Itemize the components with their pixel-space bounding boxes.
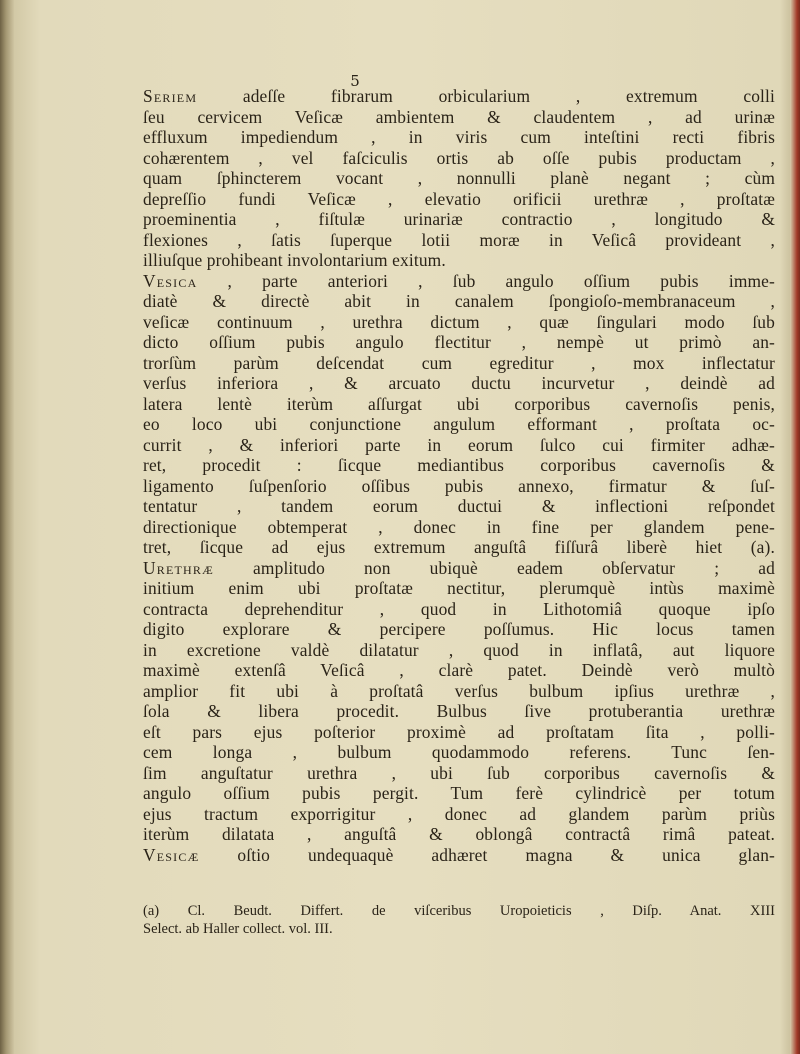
- footnote-block: [143, 902, 775, 938]
- text-line: [143, 332, 775, 353]
- line-text: flexiones , ſatis ſuperque lotii moræ in Veſicâ provideant ,: [143, 229, 775, 250]
- line-text: oſtio undequaquè adhæret magna & unica glan-: [199, 844, 775, 865]
- text-line: [143, 455, 775, 476]
- line-text: angulo oſſium pubis pergit. Tum ferè cylindricè per totum: [143, 783, 775, 803]
- line-text: contracta deprehenditur , quod in Lithotomiâ quoque ipſo: [143, 598, 775, 619]
- line-text: ſola & libera procedit. Bulbus ſive protuberantia urethræ: [143, 701, 775, 721]
- text-line: [143, 168, 775, 189]
- text-line: [143, 517, 775, 538]
- text-line: [143, 107, 775, 128]
- text-line: [143, 476, 775, 497]
- text-line: [143, 681, 775, 702]
- text-line: [143, 578, 775, 599]
- text-line: [143, 722, 775, 743]
- text-line: [143, 701, 775, 722]
- footnote-line: Select. ab Haller collect. vol. III.: [143, 921, 333, 937]
- line-text: ret, procedit : ſicque mediantibus corporibus cavernoſis &: [143, 455, 775, 475]
- line-text: ligamento ſuſpenſorio oſſibus pubis annexo, firmatur & ſuſ-: [143, 475, 775, 496]
- paragraph-lead-word: Urethræ: [143, 557, 214, 578]
- line-text: directionique obtemperat , donec in fine per glandem pene-: [143, 516, 775, 537]
- book-spine-shadow: [0, 0, 14, 1054]
- line-text: maximè extenſâ Veſicâ , clarè patet. Deindè verò multò: [143, 660, 775, 680]
- text-line: [143, 619, 775, 640]
- text-line: [143, 537, 775, 558]
- page-number: 5: [350, 72, 360, 90]
- line-text: tret, ſicque ad ejus extremum anguſtâ fiſſurâ liberè hiet (a).: [143, 537, 775, 557]
- text-line: [143, 86, 775, 107]
- text-line: [143, 414, 775, 435]
- line-text: cohærentem , vel faſciculis ortis ab oſſe pubis productam ,: [143, 147, 775, 168]
- text-line: [143, 824, 775, 845]
- line-text: proeminentia , fiſtulæ urinariæ contractio , longitudo &: [143, 209, 775, 229]
- line-text: eſt pars ejus poſterior proximè ad proſtatam ſita , polli-: [143, 721, 775, 742]
- line-text: digito explorare & percipere poſſumus. Hic locus tamen: [143, 619, 775, 639]
- line-text: ſim anguſtatur urethra , ubi ſub corporibus cavernoſis &: [143, 762, 775, 783]
- line-text: eo loco ubi conjunctione angulum efformant , proſtata oc-: [143, 414, 775, 434]
- line-text: depreſſio fundi Veſicæ , elevatio orificii urethræ , proſtatæ: [143, 188, 775, 209]
- text-line: [143, 312, 775, 333]
- text-line: [143, 127, 775, 148]
- line-text: adeſſe fibrarum orbicularium , extremum colli: [197, 86, 775, 106]
- text-line: [143, 804, 775, 825]
- paragraph-lead-word: Seriem: [143, 86, 198, 106]
- text-line: [143, 435, 775, 456]
- text-line: [143, 209, 775, 230]
- text-line: [143, 742, 775, 763]
- page-edge-binding: [790, 0, 800, 1054]
- text-line: [143, 271, 775, 292]
- footnote-line: (a) Cl. Beudt. Differt. de viſceribus Uropoieticis , Diſp. Anat. XIII: [143, 903, 775, 919]
- body-text: [143, 86, 775, 865]
- line-text: in excretione valdè dilatatur , quod in inflatâ, aut liquore: [143, 639, 775, 660]
- line-text: iterùm dilatata , anguſtâ & oblongâ contractâ rimâ pateat.: [143, 824, 775, 844]
- text-line: [143, 558, 775, 579]
- line-text: veſicæ continuum , urethra dictum , quæ ſingulari modo ſub: [143, 311, 775, 332]
- text-line: [143, 291, 775, 312]
- line-text: currit , & inferiori parte in eorum ſulco cui firmiter adhæ-: [143, 434, 775, 455]
- line-text: trorſùm parùm deſcendat cum egreditur , mox inflectatur: [143, 352, 775, 373]
- text-line: [143, 189, 775, 210]
- line-text: latera lentè iterùm aſſurgat ubi corporibus cavernoſis penis,: [143, 393, 775, 414]
- line-text: cem longa , bulbum quodammodo referens. Tunc ſen-: [143, 742, 775, 762]
- line-text: amplior fit ubi à proſtatâ verſus bulbum ipſius urethræ ,: [143, 680, 775, 701]
- line-text: amplitudo non ubiquè eadem obſervatur ; ad: [213, 557, 775, 578]
- text-line: [143, 148, 775, 169]
- paragraph-lead-word: Vesicæ: [143, 844, 200, 865]
- text-line: [143, 660, 775, 681]
- line-text: ſeu cervicem Veſicæ ambientem & claudentem , ad urinæ: [143, 106, 775, 127]
- line-text: dicto oſſium pubis angulo flectitur , nempè ut primò an-: [143, 332, 775, 352]
- text-line: [143, 763, 775, 784]
- text-line: [143, 230, 775, 251]
- line-text: ejus tractum exporrigitur , donec ad glandem parùm priùs: [143, 803, 775, 824]
- text-line: [143, 496, 775, 517]
- text-line: [143, 845, 775, 866]
- text-line: [143, 599, 775, 620]
- text-line: [143, 373, 775, 394]
- paragraph-lead-word: Vesica: [143, 270, 198, 291]
- line-text: , parte anteriori , ſub angulo oſſium pubis imme-: [197, 270, 775, 291]
- line-text: verſus inferiora , & arcuato ductu incurvetur , deindè ad: [143, 373, 775, 393]
- text-line: [143, 640, 775, 661]
- line-text: quam ſphincterem vocant , nonnulli planè negant ; cùm: [143, 168, 775, 188]
- line-text: tentatur , tandem eorum ductui & inflectioni reſpondet: [143, 496, 775, 516]
- text-line: [143, 783, 775, 804]
- line-text: effluxum impediendum , in viris cum inteſtini recti fibris: [143, 127, 775, 147]
- text-line: [143, 353, 775, 374]
- text-line: [143, 250, 775, 271]
- line-text: initium enim ubi proſtatæ nectitur, plerumquè intùs maximè: [143, 578, 775, 598]
- text-line: [143, 394, 775, 415]
- line-text: diatè & directè abit in canalem ſpongioſo-membranaceum ,: [143, 291, 775, 311]
- line-text: illiuſque prohibeant involontarium exitum.: [143, 250, 446, 270]
